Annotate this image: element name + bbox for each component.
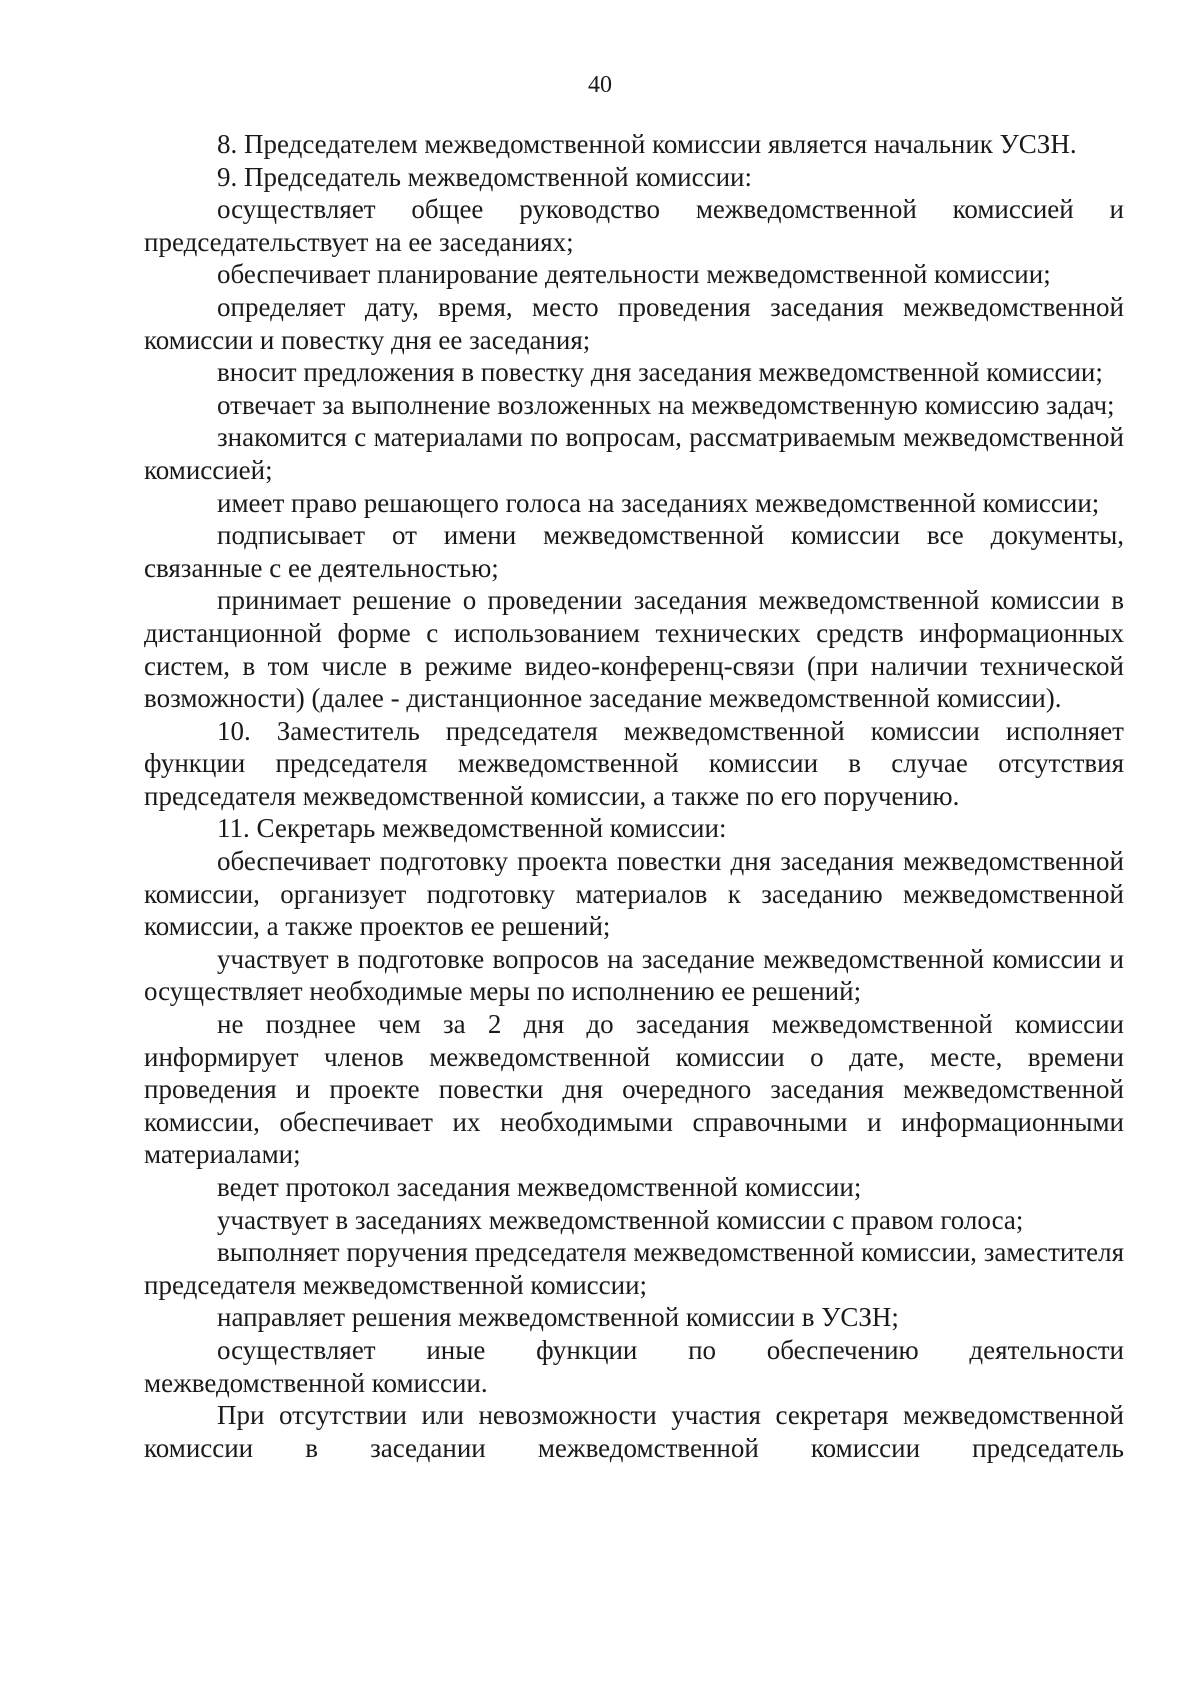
- paragraph: обеспечивает подготовку проекта повестки дня заседания межведомственной комиссии, организует подготовку материалов к заседанию межведомственной комиссии, а также проектов ее решений;: [144, 846, 1124, 942]
- paragraph: осуществляет общее руководство межведомственной комиссией и председательствует на ее заседаниях;: [144, 194, 1124, 257]
- paragraph: выполняет поручения председателя межведомственной комиссии, заместителя председателя межведомственной комиссии;: [144, 1237, 1124, 1300]
- paragraph: имеет право решающего голоса на заседаниях межведомственной комиссии;: [217, 487, 1100, 518]
- document-body: [144, 128, 1124, 1464]
- paragraph: обеспечивает планирование деятельности межведомственной комиссии;: [217, 259, 1051, 290]
- paragraph: 8. Председателем межведомственной комиссии является начальник УСЗН.: [217, 129, 1077, 159]
- paragraph: участвует в подготовке вопросов на заседание межведомственной комиссии и осуществляет необходимые меры по исполнению ее решений;: [144, 943, 1124, 1007]
- paragraph: вносит предложения в повестку дня заседания межведомственной комиссии;: [217, 357, 1103, 388]
- paragraph: принимает решение о проведении заседания межведомственной комиссии в дистанционной форме с использованием технических средств информационных систем, в том числе в режиме видео-конференц-связи (при наличии технической возможности) (далее - дистанционное заседание межведомственной комиссии).: [144, 585, 1124, 714]
- paragraph: 10. Заместитель председателя межведомственной комиссии исполняет функции председателя межведомственной комиссии в случае отсутствия председателя межведомственной комиссии, а также по его поручению.: [144, 715, 1124, 811]
- paragraph: При отсутствии или невозможности участия секретаря межведомственной комиссии в заседании межведомственной комиссии председатель: [144, 1400, 1124, 1463]
- paragraph: направляет решения межведомственной комиссии в УСЗН;: [217, 1302, 899, 1333]
- page-number: 40: [588, 72, 612, 98]
- paragraph: 9. Председатель межведомственной комиссии:: [217, 161, 752, 192]
- paragraph: подписывает от имени межведомственной комиссии все документы, связанные с ее деятельностью;: [144, 520, 1124, 583]
- paragraph: знакомится с материалами по вопросам, рассматриваемым межведомственной комиссией;: [144, 422, 1124, 485]
- paragraph: отвечает за выполнение возложенных на межведомственную комиссию задач;: [217, 389, 1115, 420]
- paragraph: осуществляет иные функции по обеспечению деятельности межведомственной комиссии.: [144, 1334, 1124, 1398]
- paragraph: участвует в заседаниях межведомственной комиссии с правом голоса;: [217, 1204, 1024, 1235]
- paragraph: не позднее чем за 2 дня до заседания межведомственной комиссии информирует членов межведомственной комиссии о дате, месте, времени проведения и проекте повестки дня очередного заседания межведомственной комиссии, обеспечивает их необходимыми справочными и информационными материалами;: [144, 1009, 1124, 1170]
- paragraph: 11. Секретарь межведомственной комиссии:: [217, 813, 727, 844]
- paragraph: ведет протокол заседания межведомственной комиссии;: [217, 1172, 862, 1202]
- paragraph: определяет дату, время, место проведения заседания межведомственной комиссии и повестку дня ее заседания;: [144, 291, 1124, 355]
